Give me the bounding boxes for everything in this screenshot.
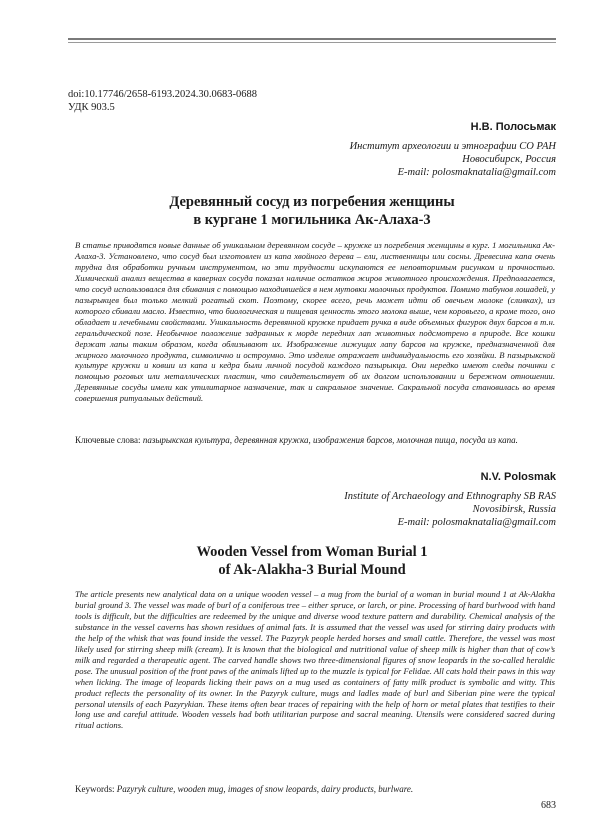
en-author-name: N.V. Polosmak (480, 471, 556, 483)
ru-keywords-label: Ключевые слова: (75, 435, 143, 445)
ru-author-block (350, 121, 556, 179)
ru-affiliation (350, 140, 556, 179)
header-rule (68, 38, 556, 40)
en-keywords (75, 784, 555, 795)
ru-author-name: Н.В. Полосьмак (470, 121, 556, 133)
ru-abstract: В статье приводятся новые данные об уникальном деревянном сосуде – кружке из погребения женщины в кург. 1 могильника Ак-Алаха-3. Установлено, что сосуд был изготовлен из капа хвойного дерева – ели, лиственницы или сосны. Древесина капа очень трудна для обработки ручным инструментом, но эти трудности искупаются ее неповторимым рисунком и прочностью. Химический анализ вещества в кавернах сосуда показал наличие остатков жиров животного происхождения. Предполагается, что сосуд использовался для сбивания с помощью находившейся в нем мутовки молочных продуктов. Помимо табунов лошадей, у пазырыкцев был только мелкий рогатый скот. Поэтому, скорее всего, речь может идти об овечьем молоке (сливках), из которого сбивали масло. Известно, что биологическая и пищевая ценность этого молока выше, чем коровьего, а кроме того, оно обладает и лечебными свойствами. Уникальность деревянной кружке придает ручка в виде объемных фигурок двух барсов в т.н. геральдической позе. Необычное положение задранных к морде передних лап животных подсмотрено в природе. Все кошки держат лапы таким образом, когда облизывают их. Изображение лижущих лапу барсов на кружке, предназначенной для жирного молочного продукта, символично и остроумно. Это изделие отражает индивидуальность его хозяйки. В пазырыкской культуре кружки и ковши из капа и кедра были личной посудой каждого пазырыкца. Они нередко имеют следы починки с помощью роговых или металлических пластин, что свидетельствует об их долгом использовании и бережном отношении. Деревянные сосуды имели как утилитарное назначение, так и сакральное значение. Сакральной посуда становилась во время совершения ритуальных действий. (75, 240, 555, 404)
en-keywords-label: Keywords: (75, 784, 117, 794)
en-title-line-2: of Ak-Alakha-3 Burial Mound (218, 562, 406, 578)
en-abstract: The article presents new analytical data on a unique wooden vessel – a mug from the burial of a woman in burial mound 1 at Ak-Alakha burial ground 3. The vessel was made of burl of a coniferous tree – either spruce, or larch, or pine. Processing of hard burlwood with hand tools is difficult, but the difficulties are redeemed by the unique and diverse wood texture pattern and durability. Chemical analysis of the substance in the vessel caverns has shown residues of animal fats. It is assumed that the vessel was used for stirring dairy products with the help of the whisk that was found inside the vessel. The Pazyryk people herded horses and small cattle. Therefore, the vessel was most likely used for stirring sheep milk (cream). It is known that the biological and nutritional value of sheep milk is higher than that of cow’s milk and regarded a therapeutic agent. The carved handle shows two three-dimensional figures of snow leopards in the so-called heraldic pose. The unusual position of the front paws of the animals lifted up to the muzzle is typical for Felidae. All cats hold their paws in this way when licking. The image of leopards licking their paws on a mug used as containers of fatty milk product is symbolic and witty. This product reflects the personality of its owner. In the Pazyryk culture, mugs and ladles made of burl and Siberian pine were the typical personal utensils of each Pazyrykian. These items often bear traces of repairing with the help of horn or metal plates that testifies to their long use and careful attitude. Wooden vessels had both utilitarian purpose and sacral meaning. Utensils were considered sacred during ritual actions. (75, 589, 555, 731)
ru-article-title (68, 193, 556, 229)
ru-institute: Институт археологии и этнографии СО РАН (349, 141, 556, 152)
en-institute: Institute of Archaeology and Ethnography SB RAS (344, 491, 556, 502)
ru-keywords (75, 435, 555, 446)
en-keywords-text: Pazyryk culture, wooden mug, images of snow leopards, dairy products, burlware. (116, 784, 414, 794)
en-email: E-mail: polosmaknatalia@gmail.com (397, 517, 556, 528)
en-author-block (344, 471, 556, 529)
article-meta (68, 88, 257, 114)
udk: УДК 903.5 (68, 102, 115, 113)
en-affiliation (344, 490, 556, 529)
ru-keywords-text: пазырыкская культура, деревянная кружка, изображения барсов, молочная пища, посуда из капа. (142, 435, 518, 445)
ru-title-line-1: Деревянный сосуд из погребения женщины (169, 194, 455, 210)
en-article-title (68, 543, 556, 579)
en-city: Novosibirsk, Russia (472, 504, 556, 515)
doi: doi:10.17746/2658-6193.2024.30.0683-0688 (68, 89, 257, 100)
header-rule-thin (68, 42, 556, 43)
page-number: 683 (541, 800, 556, 811)
ru-email: E-mail: polosmaknatalia@gmail.com (397, 167, 556, 178)
en-title-line-1: Wooden Vessel from Woman Burial 1 (196, 544, 428, 560)
ru-title-line-2: в кургане 1 могильника Ак-Алаха-3 (193, 212, 431, 228)
ru-city: Новосибирск, Россия (462, 154, 556, 165)
